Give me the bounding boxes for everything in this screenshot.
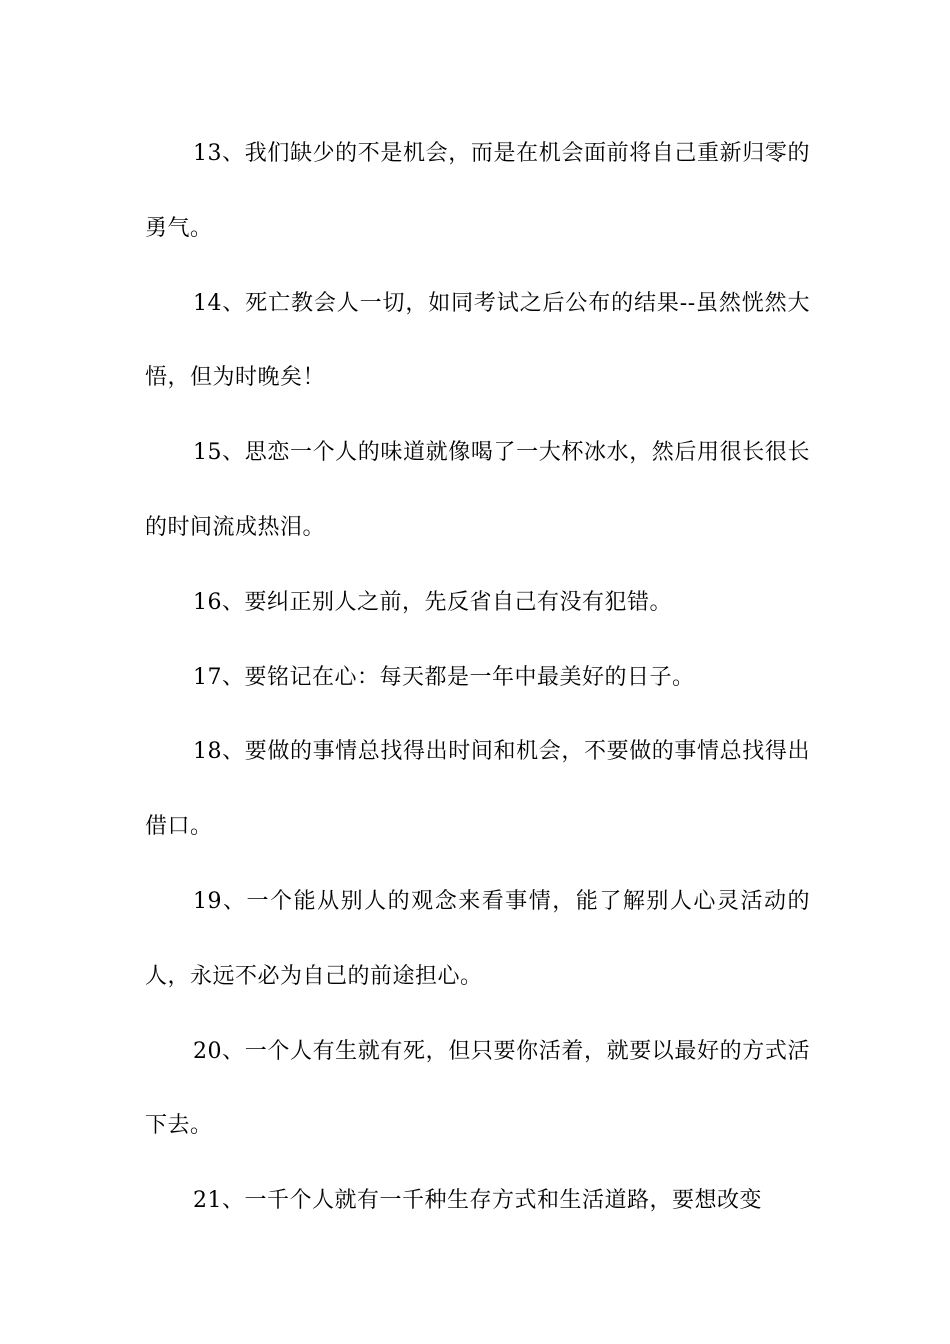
paragraph-16: 16、要纠正别人之前，先反省自己有没有犯错。 [193,589,672,615]
document-body [145,117,810,1239]
paragraph-14: 14、死亡教会人一切，如同考试之后公布的结果--虽然恍然大悟，但为时晚矣！ [145,290,810,391]
paragraph-21: 21、一千个人就有一千种生存方式和生活道路，要想改变 [193,1188,762,1214]
paragraph-20: 20、一个人有生就有死，但只要你活着，就要以最好的方式活下去。 [145,1038,810,1139]
paragraph-18: 18、要做的事情总找得出时间和机会，不要做的事情总找得出借口。 [145,739,810,840]
paragraph-13: 13、我们缺少的不是机会，而是在机会面前将自己重新归零的勇气。 [145,141,810,241]
paragraph-15: 15、思恋一个人的味道就像喝了一大杯冰水，然后用很长很长的时间流成热泪。 [145,440,810,540]
paragraph-19: 19、一个能从别人的观念来看事情，能了解别人心灵活动的人，永远不必为自己的前途担心。 [145,888,810,989]
paragraph-17: 17、要铭记在心：每天都是一年中最美好的日子。 [193,664,695,690]
